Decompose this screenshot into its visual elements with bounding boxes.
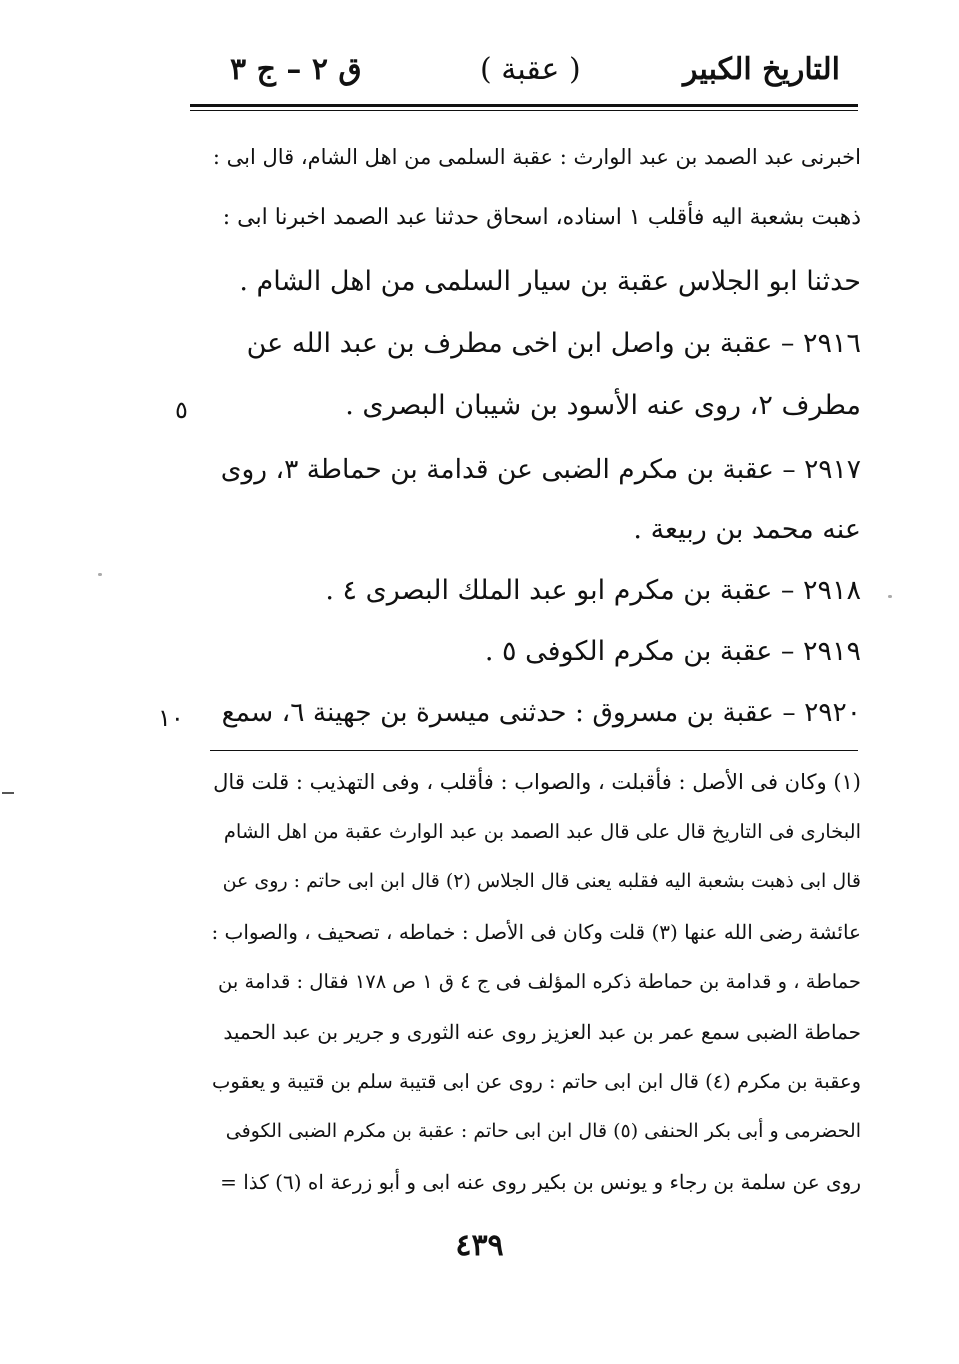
footnote-separator xyxy=(210,750,858,751)
footnote-line: قال ابى ذهبت بشعبة اليه فقلبه يعنى قال الجلاس (٢) قال ابن ابى حاتم : روى عن xyxy=(222,870,861,892)
page-number: ٤٣٩ xyxy=(455,1228,504,1263)
text-line: حدثنا ابو الجلاس عقبة بن سيار السلمى من اهل الشام . xyxy=(239,266,861,297)
header-rule-thick xyxy=(190,104,858,107)
header-rule-thin xyxy=(190,110,858,111)
footnote-line: حماطة ، و قدامة بن حماطة ذكره المؤلف فى ج ٤ ق ١ ص ١٧٨ فقال : قدامة بن xyxy=(218,970,861,993)
book-title: التاريخ الكبير xyxy=(682,52,840,87)
section-title: ( عقبة ) xyxy=(480,52,581,87)
scan-artifact xyxy=(98,573,102,576)
scan-artifact xyxy=(888,595,892,598)
entry-2917: ٢٩١٧ – عقبة بن مكرم الضبى عن قدامة بن حماطة ٣، روى xyxy=(220,454,861,485)
footnote-line: حماطة الضبى سمع عمر بن عبد العزيز روى عنه الثورى و جرير بن عبد الحميد xyxy=(223,1020,861,1044)
scan-artifact xyxy=(2,792,14,794)
text-line: عنه محمد بن ربيعة . xyxy=(633,514,861,545)
footnote-line: روى عن سلمة بن رجاء و يونس بن بكير روى عنه ابى و أبو زرعة اه (٦) كذا = xyxy=(220,1170,861,1194)
footnote-line: الحضرمى و أبى بكر الحنفى (٥) قال ابن ابى حاتم : عقبة بن مكرم الضبى الكوفى xyxy=(225,1120,861,1142)
footnote-line: وعقبة بن مكرم (٤) قال ابن ابى حاتم : روى عن ابى قتيبة سلم بن قتيبة و يعقوب xyxy=(212,1070,861,1093)
footnote-line: البخارى فى التاريخ قال على قال عبد الصمد بن عبد الوارث عقبة من اهل الشام xyxy=(223,820,861,843)
entry-2918: ٢٩١٨ – عقبة بن مكرم ابو عبد الملك البصرى ٤ . xyxy=(325,575,861,606)
text-line: اخبرنى عبد الصمد بن عبد الوارث : عقبة السلمى من اهل الشام، قال ابى : xyxy=(212,145,861,169)
margin-line-number: ٥ xyxy=(175,396,188,424)
text-line: ذهبت بشعبة اليه فأقلب ١ اسناده، اسحاق حدثنا عبد الصمد اخبرنا ابى : xyxy=(222,205,861,230)
running-header xyxy=(190,52,850,102)
entry-2916: ٢٩١٦ – عقبة بن واصل ابن اخى مطرف بن عبد الله عن xyxy=(246,328,861,359)
margin-line-number: ١٠ xyxy=(158,704,184,732)
volume-indicator: ق ٢ – ج ٣ xyxy=(230,52,362,87)
entry-2920: ٢٩٢٠ – عقبة بن مسروق : حدثنى ميسرة بن جهينة ٦، سمع xyxy=(221,697,861,728)
text-line: مطرف ٢، روى عنه الأسود بن شيبان البصرى . xyxy=(345,390,861,421)
entry-2919: ٢٩١٩ – عقبة بن مكرم الكوفى ٥ . xyxy=(484,636,861,667)
footnote-line: عائشة رضى الله عنها (٣) قلت وكان فى الأصل : خماطه ، تصحيف ، والصواب : xyxy=(211,920,861,944)
footnote-line: (١) وكان فى الأصل : فأقبلت ، والصواب : فأقلب ، وفى التهذيب : قلت قال xyxy=(213,770,861,794)
